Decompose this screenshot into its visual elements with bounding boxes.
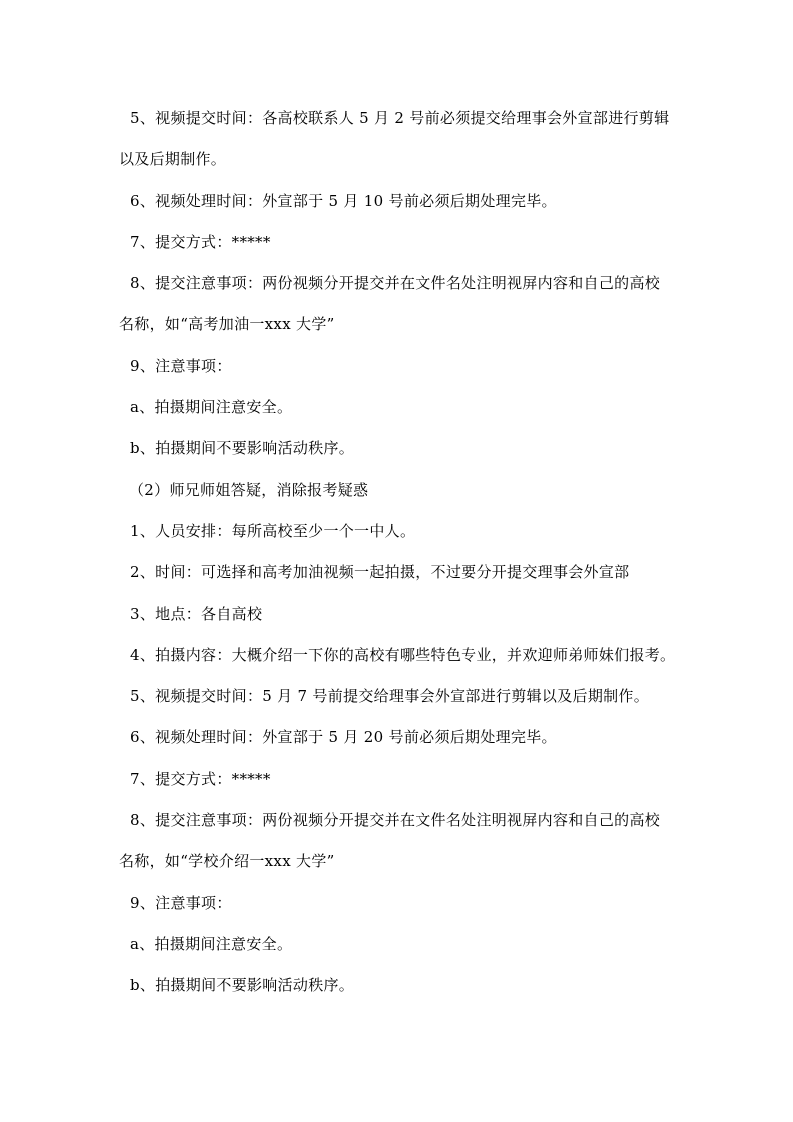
paragraph-line: a、拍摄期间注意安全。 (130, 398, 293, 417)
paragraph-line: 7、提交方式：***** (130, 232, 271, 251)
paragraph-line: 7、提交方式：***** (130, 769, 271, 788)
paragraph-line: 8、提交注意事项：两份视频分开提交并在文件名处注明视屏内容和自己的高校 (130, 274, 661, 293)
paragraph-line: 3、地点：各自高校 (130, 604, 263, 623)
paragraph-line: 4、拍摄内容：大概介绍一下你的高校有哪些特色专业，并欢迎师弟师妹们报考。 (130, 645, 676, 664)
document-body (119, 104, 679, 1013)
paragraph-line: 2、时间：可选择和高考加油视频一起拍摄，不过要分开提交理事会外宣部 (130, 563, 630, 582)
paragraph-line: b、拍摄期间不要影响活动秩序。 (130, 439, 355, 458)
paragraph-line: 8、提交注意事项：两份视频分开提交并在文件名处注明视屏内容和自己的高校 (130, 811, 661, 830)
paragraph-line: 6、视频处理时间：外宣部于 5 月 10 号前必须后期处理完毕。 (130, 191, 557, 210)
paragraph-line: 5、视频提交时间：5 月 7 号前提交给理事会外宣部进行剪辑以及后期制作。 (130, 687, 650, 706)
paragraph-line: 名称，如“学校介绍一xxx 大学” (119, 852, 335, 871)
paragraph-line: 9、注意事项： (130, 356, 232, 375)
paragraph-line: b、拍摄期间不要影响活动秩序。 (130, 976, 355, 995)
paragraph-line: 名称，如“高考加油一xxx 大学” (119, 315, 335, 334)
paragraph-line: 5、视频提交时间：各高校联系人 5 月 2 号前必须提交给理事会外宣部进行剪辑 (130, 109, 670, 127)
paragraph-line: 6、视频处理时间：外宣部于 5 月 20 号前必须后期处理完毕。 (130, 728, 557, 747)
paragraph-line: 1、人员安排：每所高校至少一个一中人。 (130, 521, 416, 540)
paragraph-line: 以及后期制作。 (119, 150, 227, 169)
section-heading: （2）师兄师姐答疑，消除报考疑惑 (129, 480, 369, 499)
paragraph-line: a、拍摄期间注意安全。 (130, 934, 293, 953)
paragraph-line: 9、注意事项： (130, 893, 232, 912)
